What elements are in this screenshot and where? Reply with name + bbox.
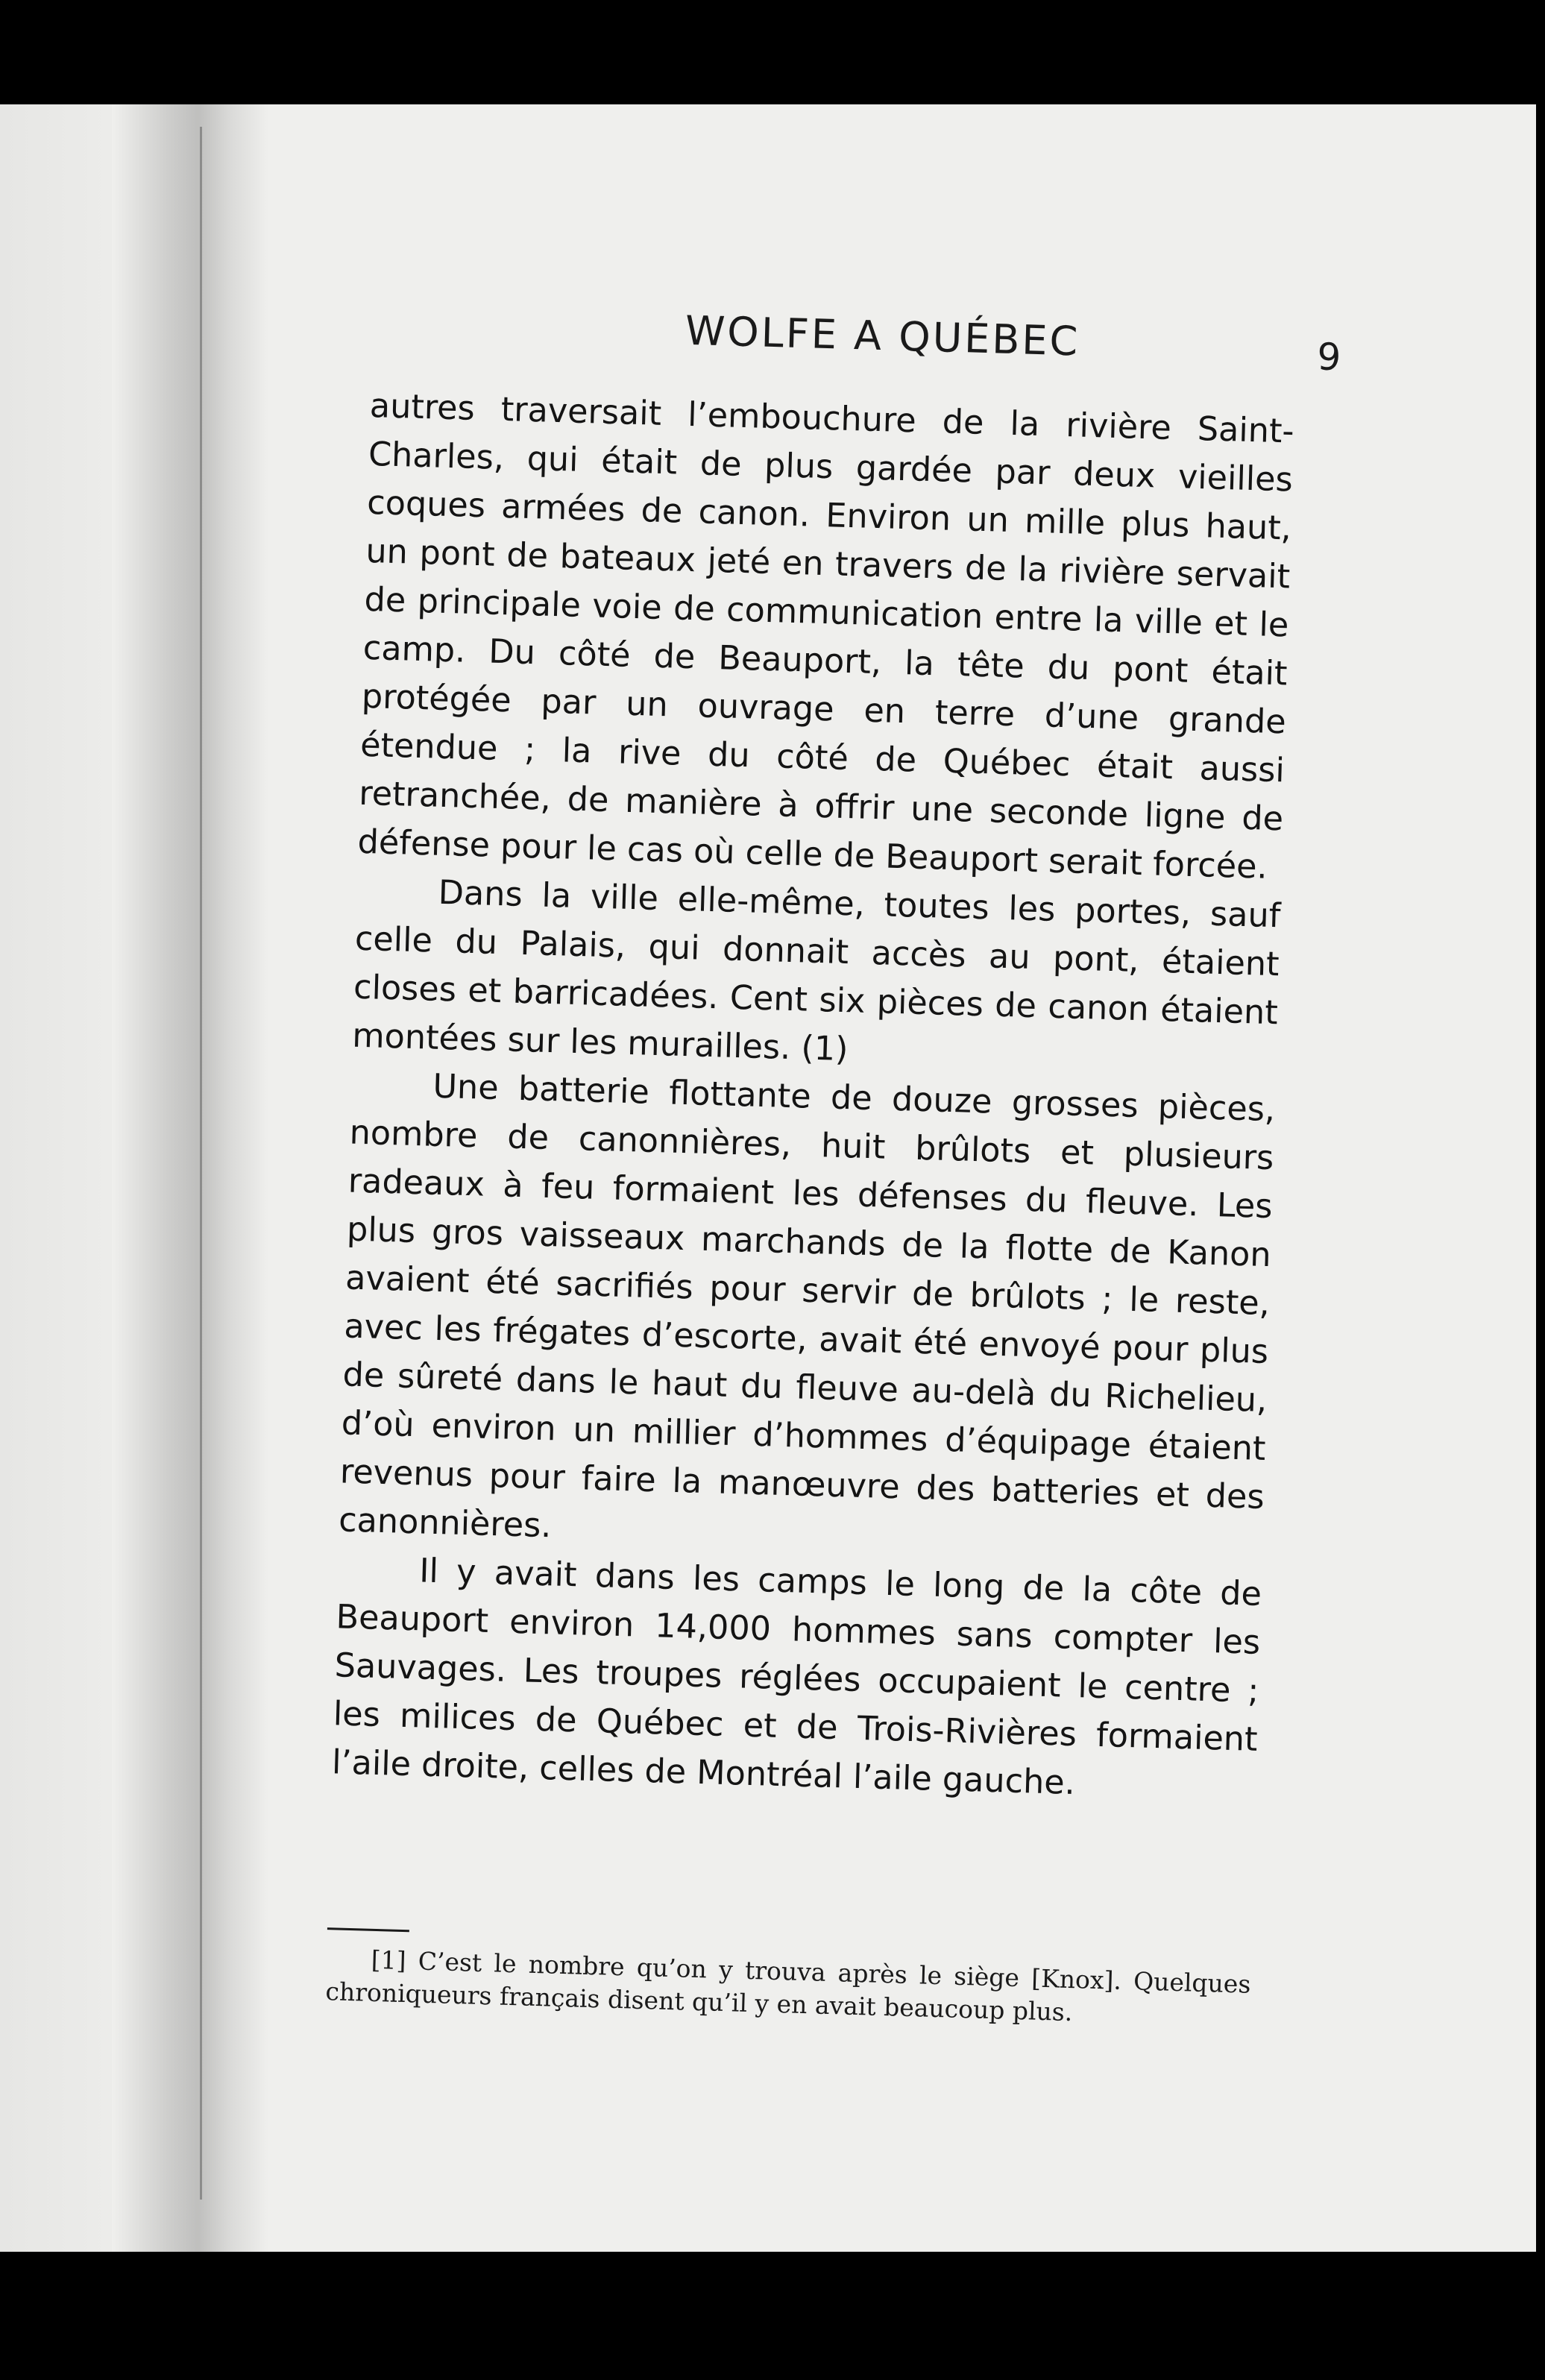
page-number: 9 [1316, 335, 1342, 380]
running-head-title: WOLFE A QUÉBEC [685, 306, 1081, 365]
body-text [331, 382, 1294, 1813]
left-page-edge [0, 104, 112, 2252]
paragraph: autres traversait l’embouchure de la rivière Saint-Charles, qui était de plus gardée par deux vieilles coques armées de canon. Environ un mille plus haut, un pont de bateaux jeté en travers de la rivière servait de principale voie de communication entre la ville et le camp. Du côté de Beauport, la tête du pont était protégée par un ouvrage en terre d’une grande étendue ; la rive du côté de Québec était aussi retranchée, de manière à offrir une seconde ligne de défense pour le cas où celle de Beauport serait forcée. [356, 386, 1295, 887]
gutter-line [200, 127, 202, 2200]
paragraph: Dans la ville elle-même, toutes les portes, sauf celle du Palais, qui donnait accès au pont, étaient closes et barricadées. Cent six pièces de canon étaient montées sur les murailles. (1) [351, 873, 1282, 1069]
footnote-text: [1] C’est le nombre qu’on y trouva après le siège [Knox]. Quelques chroniqueurs français disent qu’il y en avait beaucoup plus. [325, 1945, 1251, 2027]
footnote [325, 1942, 1251, 2034]
footnote-rule [327, 1927, 409, 1932]
gutter-shadow [112, 104, 268, 2252]
page-content [324, 298, 1342, 2099]
paragraph: Il y avait dans les camps le long de la côte de Beauport environ 14,000 hommes sans compter les Sauvages. Les troupes réglées occupaient le centre ; les milices de Québec et de Trois-Rivières formaient l’aile droite, celles de Montréal l’aile gauche. [331, 1552, 1262, 1803]
paragraph: Une batterie flottante de douze grosses pièces, nombre de canonnières, huit brûlots et plusieurs radeaux à feu formaient les défenses du fleuve. Les plus gros vaisseaux marchands de la flotte de Kanon avaient été sacrifiés pour servir de brûlots ; le reste, avec les frégates d’escorte, avait été envoyé pour plus de sûreté dans le haut du fleuve au-delà du Richelieu, d’où environ un millier d’hommes d’équipage étaient revenus pour faire la manœuvre des batteries et des canonnières. [338, 1067, 1276, 1546]
